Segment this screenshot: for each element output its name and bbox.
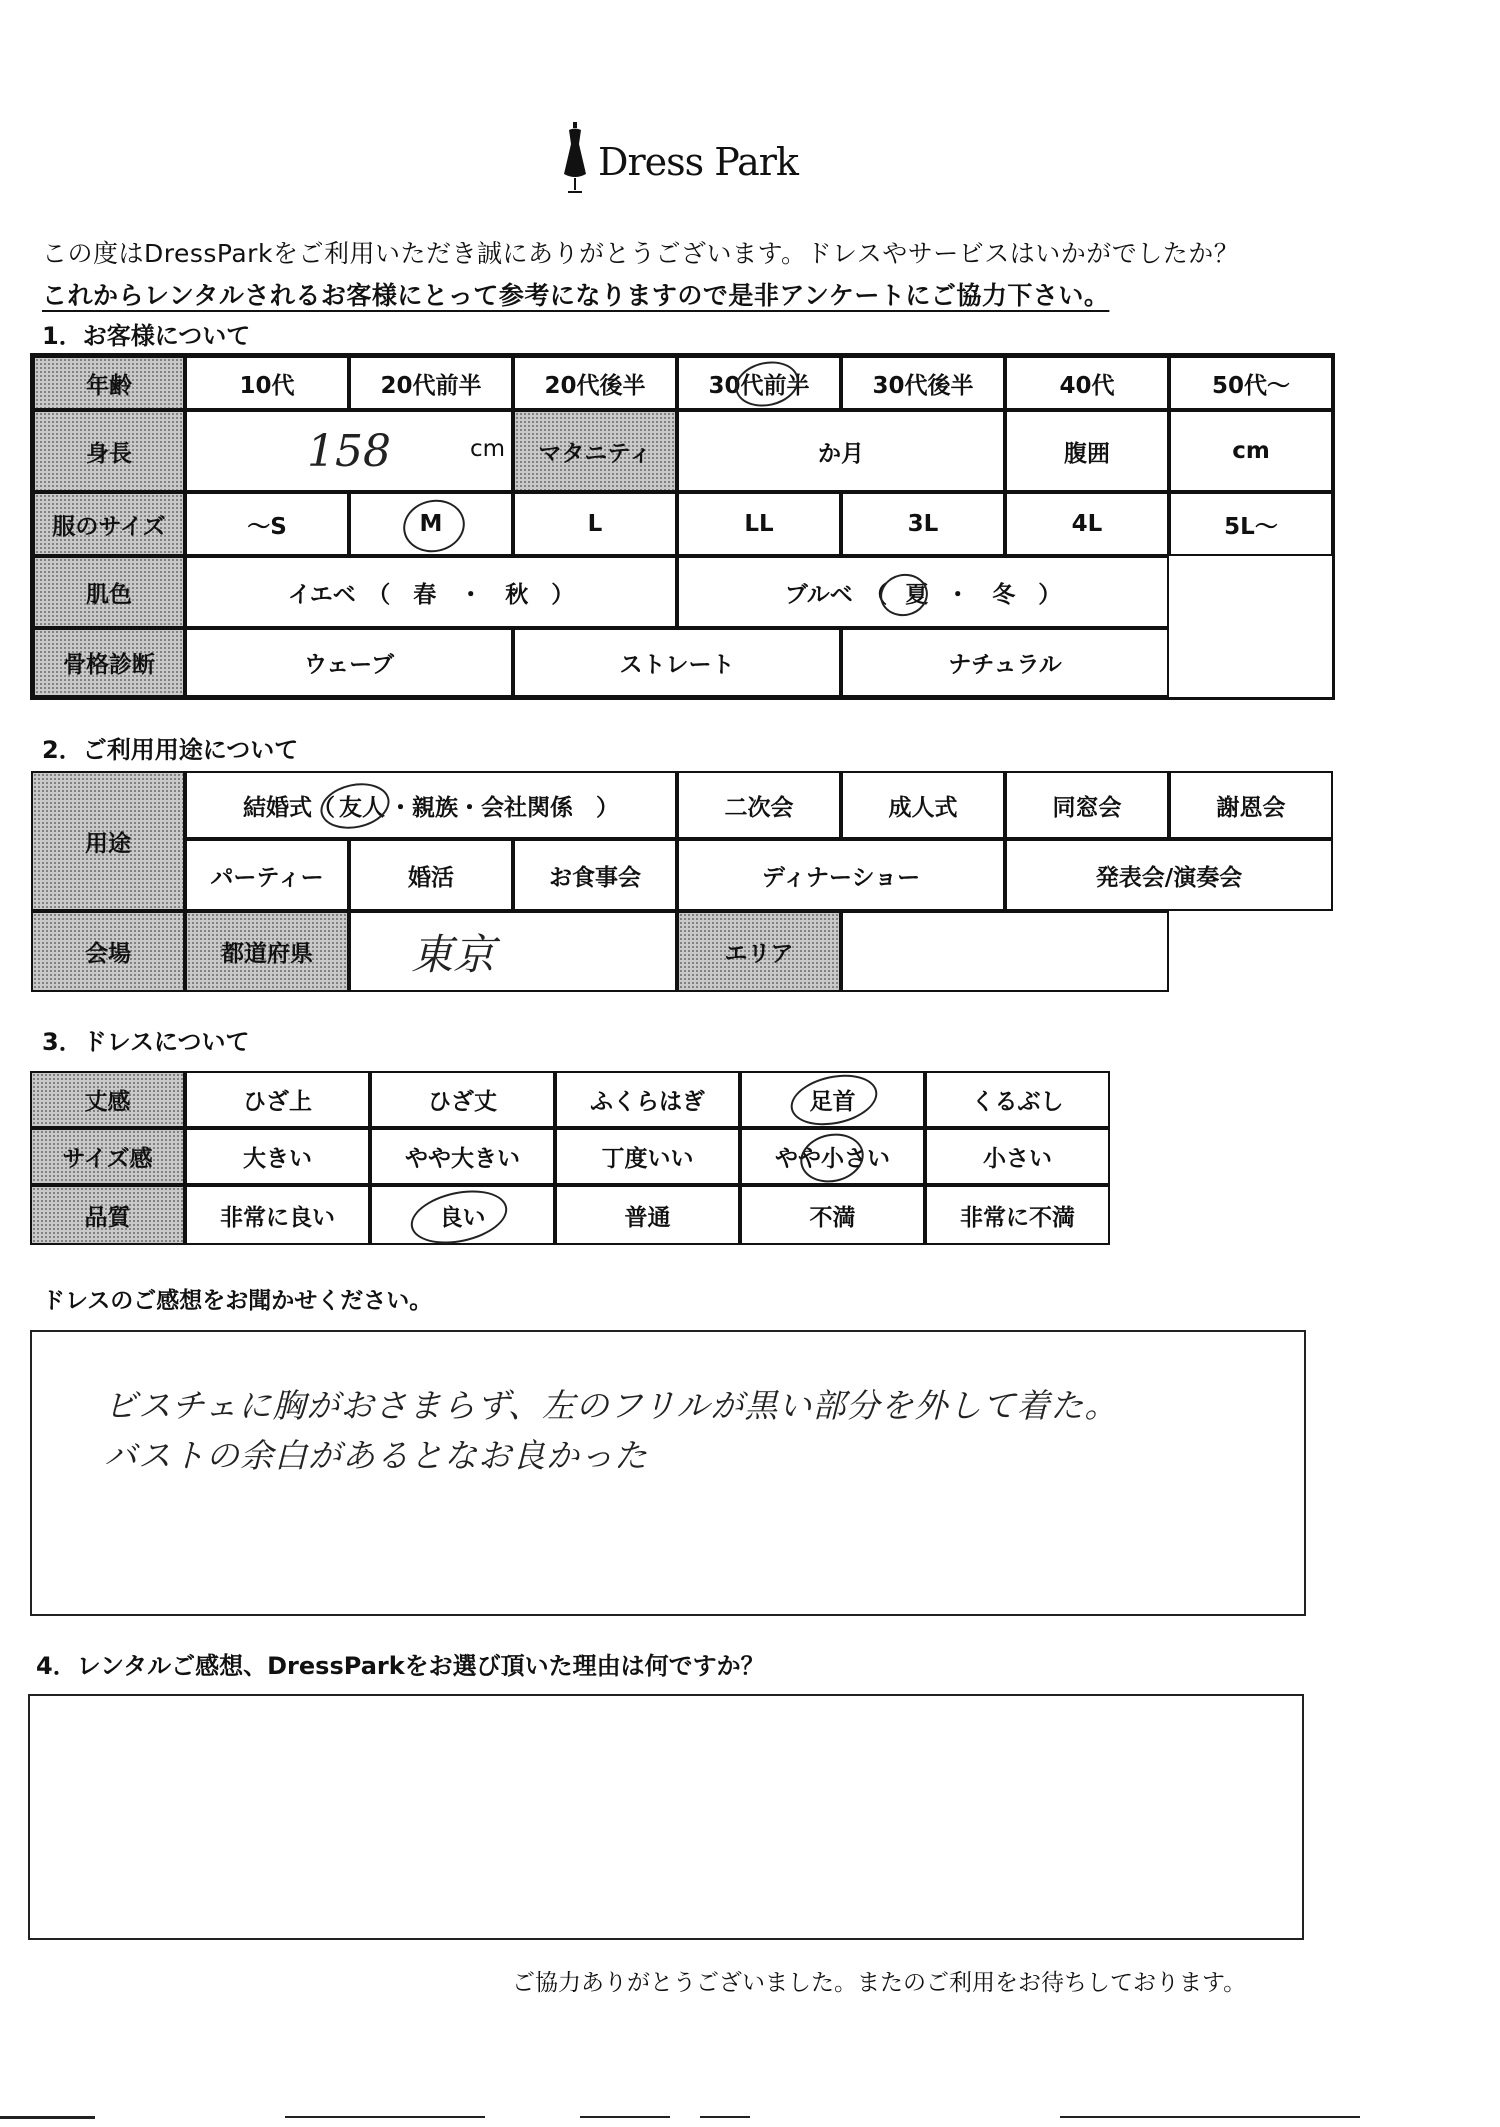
purpose-label: 用途 bbox=[31, 771, 185, 911]
waist-label: 腹囲 bbox=[1005, 410, 1169, 492]
length-label: 丈感 bbox=[30, 1071, 185, 1128]
age-option[interactable]: 50代～ bbox=[1169, 356, 1333, 410]
quality-option[interactable]: 非常に良い bbox=[185, 1185, 370, 1245]
age-option-selected[interactable]: 30代前半 bbox=[677, 356, 841, 410]
section1-title: 1．お客様について bbox=[42, 322, 251, 350]
fit-label: サイズ感 bbox=[30, 1128, 185, 1185]
quality-option[interactable]: 非常に不満 bbox=[925, 1185, 1110, 1245]
length-option[interactable]: ひざ丈 bbox=[370, 1071, 555, 1128]
intro-text: この度はDressParkをご利用いただき誠にありがとうございます。ドレスやサービスはいかがでしたか？ bbox=[42, 239, 1240, 268]
skin-blue-prefix: ブルベ （ bbox=[784, 581, 888, 608]
size-label: 服のサイズ bbox=[33, 492, 185, 556]
waist-unit: cm bbox=[1232, 438, 1270, 464]
size-option[interactable]: LL bbox=[677, 492, 841, 556]
age-option[interactable]: 10代 bbox=[185, 356, 349, 410]
logo-text: Dress Park bbox=[598, 140, 798, 184]
months-unit: か月 bbox=[818, 440, 864, 467]
frame-option[interactable]: ウェーブ bbox=[185, 628, 513, 697]
age-option[interactable]: 30代後半 bbox=[841, 356, 1005, 410]
frame-label: 骨格診断 bbox=[33, 628, 185, 697]
fit-option[interactable]: 小さい bbox=[925, 1128, 1110, 1185]
fit-option[interactable]: 丁度いい bbox=[555, 1128, 740, 1185]
wedding-friend: 友人 bbox=[339, 794, 385, 821]
purpose-option[interactable]: 謝恩会 bbox=[1169, 771, 1333, 839]
height-value: 158 bbox=[307, 425, 391, 477]
skin-blue-suffix: ・ 冬 ） bbox=[946, 581, 1062, 608]
fit-option-selected[interactable]: やや小さい bbox=[740, 1128, 925, 1185]
dress-form-icon bbox=[560, 122, 590, 194]
scan-artifact bbox=[580, 2116, 670, 2118]
purpose-option[interactable]: 成人式 bbox=[841, 771, 1005, 839]
purpose-option[interactable]: 婚活 bbox=[349, 839, 513, 911]
age-label: 年齢 bbox=[33, 356, 185, 410]
waist-field[interactable] bbox=[1169, 410, 1333, 492]
size-option[interactable]: 3L bbox=[841, 492, 1005, 556]
length-option[interactable]: ふくらはぎ bbox=[555, 1071, 740, 1128]
maternity-months-field[interactable] bbox=[677, 410, 1005, 492]
section2-title: 2．ご利用用途について bbox=[42, 736, 299, 764]
skin-yellow-option[interactable]: イエベ （ 春 ・ 秋 ） bbox=[185, 556, 677, 628]
height-field[interactable] bbox=[185, 410, 513, 492]
prefecture-label: 都道府県 bbox=[185, 911, 349, 992]
closing-text: ご協力ありがとうございました。またのご利用をお待ちしております。 bbox=[512, 1970, 1247, 1996]
height-label: 身長 bbox=[33, 410, 185, 492]
size-option[interactable]: 4L bbox=[1005, 492, 1169, 556]
intro-request: これからレンタルされるお客様にとって参考になりますので是非アンケートにご協力下さい。 bbox=[42, 281, 1110, 310]
purpose-option[interactable]: ディナーショー bbox=[677, 839, 1005, 911]
fit-option[interactable]: 大きい bbox=[185, 1128, 370, 1185]
scan-artifact bbox=[700, 2116, 750, 2118]
purpose-option[interactable]: 発表会/演奏会 bbox=[1005, 839, 1333, 911]
scan-artifact bbox=[285, 2116, 485, 2118]
size-option-selected[interactable]: M bbox=[349, 492, 513, 556]
quality-option-selected[interactable]: 良い bbox=[370, 1185, 555, 1245]
size-option[interactable]: ～S bbox=[185, 492, 349, 556]
section4-title: 4．レンタルご感想、DressParkをお選び頂いた理由は何ですか？ bbox=[36, 1652, 765, 1680]
section3-title: 3．ドレスについて bbox=[42, 1028, 250, 1056]
purpose-option[interactable]: 二次会 bbox=[677, 771, 841, 839]
wedding-option[interactable] bbox=[185, 771, 677, 839]
purpose-option[interactable]: お食事会 bbox=[513, 839, 677, 911]
comment-line-1: ビスチェに胸がおさまらず、左のフリルが黒い部分を外して着た。 bbox=[104, 1386, 1119, 1425]
area-field[interactable] bbox=[841, 911, 1169, 992]
skin-blue-summer: 夏 bbox=[905, 581, 929, 608]
prefecture-field[interactable] bbox=[349, 911, 677, 992]
maternity-label: マタニティ bbox=[513, 410, 677, 492]
length-option[interactable]: ひざ上 bbox=[185, 1071, 370, 1128]
height-unit: cm bbox=[469, 436, 505, 462]
quality-label: 品質 bbox=[30, 1185, 185, 1245]
comments-title: ドレスのご感想をお聞かせください。 bbox=[42, 1288, 433, 1314]
quality-option[interactable]: 不満 bbox=[740, 1185, 925, 1245]
skin-label: 肌色 bbox=[33, 556, 185, 628]
length-option[interactable]: くるぶし bbox=[925, 1071, 1110, 1128]
size-option[interactable]: 5L～ bbox=[1169, 492, 1333, 556]
logo bbox=[560, 122, 800, 194]
wedding-suffix: ・親族・会社関係 ） bbox=[389, 794, 619, 821]
wedding-prefix: 結婚式（ bbox=[243, 794, 335, 821]
size-option[interactable]: L bbox=[513, 492, 677, 556]
purpose-option[interactable]: パーティー bbox=[185, 839, 349, 911]
age-option[interactable]: 40代 bbox=[1005, 356, 1169, 410]
frame-option[interactable]: ストレート bbox=[513, 628, 841, 697]
reason-box[interactable] bbox=[28, 1694, 1304, 1940]
quality-option[interactable]: 普通 bbox=[555, 1185, 740, 1245]
frame-option[interactable]: ナチュラル bbox=[841, 628, 1169, 697]
comment-line-2: バストの余白があるとなお良かった bbox=[104, 1436, 648, 1475]
purpose-option[interactable]: 同窓会 bbox=[1005, 771, 1169, 839]
comments-box[interactable] bbox=[30, 1330, 1306, 1616]
length-option-selected[interactable]: 足首 bbox=[740, 1071, 925, 1128]
fit-option[interactable]: やや大きい bbox=[370, 1128, 555, 1185]
age-option[interactable]: 20代前半 bbox=[349, 356, 513, 410]
age-option[interactable]: 20代後半 bbox=[513, 356, 677, 410]
scan-artifact bbox=[0, 2116, 95, 2119]
scan-artifact bbox=[1060, 2116, 1360, 2118]
skin-blue-option[interactable] bbox=[677, 556, 1169, 628]
venue-label: 会場 bbox=[31, 911, 185, 992]
prefecture-value: 東京 bbox=[410, 929, 495, 979]
area-label: エリア bbox=[677, 911, 841, 992]
